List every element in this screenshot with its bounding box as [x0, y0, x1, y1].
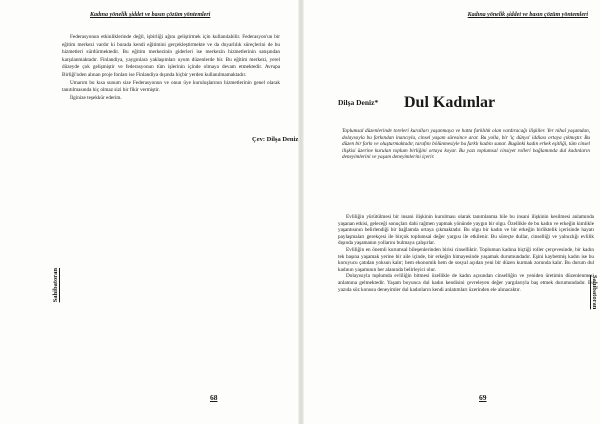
right-page-body — [338, 214, 594, 293]
left-side-label: Sahibatoran — [52, 268, 59, 303]
left-running-head: Kadına yönelik şiddet ve basın çözüm yöntemleri — [90, 12, 211, 18]
right-page — [304, 0, 600, 424]
translator-signature: Çev: Dilşa Deniz — [252, 136, 299, 143]
article-author: Dilşa Deniz* — [338, 98, 379, 107]
left-paragraph: Umarım bu kısa sunum size Federasyonun ve onun üye kuruluşlarının hizmetlerinin genel olarak tanıtılmasında hiç olmaz sizi bir fikir vermiştir. — [62, 79, 280, 94]
right-paragraph: Evliliğin yürütülmesi bir insani ilişkinin kurulması olarak tanımlanma bile bu insani ilişkinin kesilmesi anlamında yaşanan etkisi, geleceği sonuçları dahi rağmen yapmak yönünde yaygın bir olgu. Özellikle de bu kadın ve erkeğin kimlikle yaşantısının belirlendiği bir bağlamda ortaya çıkmaktadır. Bu olgu bir kadın ve bir erkeğin birliktelik içerisinde hayatı paylaşmaları gerekçesi ile birçok toplumsal değer yargısı ile etkilenir. Bu süreçte dullar, cinselliği ve yalnızlığı evlilik dışında yaşamanın yollarını bulmaya çalışırlar. — [338, 214, 594, 247]
left-page — [0, 0, 298, 424]
left-page-body — [62, 34, 299, 143]
right-side-label: Sahibatoran — [591, 275, 598, 310]
right-paragraph: Evliliğin en önemli kurumsal bileşenlerinden birisi cinselliktir. Toplumun kadına biçtiği roller çerçevesinde, bir kadın tek başına yaşamak yerine bir aile içinde, bir erkeğin himayesinde yaşamak durumundadır. Eşini kaybetmiş kadın ise bu koruyucu çatıdan yoksun kalır; hem ekonomik hem de sosyal açıdan yeni bir düzen kurmak zorunda kalır. Bu durum dul kadının yaşamının her alanında belirleyici olur. — [338, 246, 594, 273]
left-paragraph: İlginize teşekkür ederim. — [70, 94, 122, 101]
right-page-number: 69 — [479, 393, 487, 402]
left-paragraph: Federasyonun etkinliklerinde değil, işbirliği ağını geliştirmek için kullanılabilir. Federasyon'un bir eğitim merkezi vardır ki burada kendi eğitimini gerçekleştirmekte ve da duyarlılık süreçlerini de bu hizmetleri sürdürmektedir. Bu eğitim merkezinin giderleri ise merkezin hizmetlerinin satışından karşılanmaktadır. Finlandiya, yaygınlara yaklaşımları uyum düzenlerde bir. Bu eğitim merkezi, yerel düzeyde çok gelişmiştir ve federasyonun tüm işlerinin içinde olmaya devam etmektedir. Avrupa Birliği'nden alınan proje fonları ise Finlandiya dışında hiçbir yerden kullanılmamaktadır. — [62, 34, 280, 78]
article-title: Dul Kadınlar — [404, 94, 496, 111]
article-abstract: Toplumsal düzenlerinde toreleri kuralları yaşanmaya ve hatta farklılık olan vardıracağı ilişkiler. Yer nihaî yaşamdan, dolayısıyla bu farkından inancıyla, cinsel yaşam süresince arar. Bu yolla, bir 'iç dünya' iddiası ortaya çıkmıştır. Bu düzen bir farkı ve oluşturmaktadır, tarafını bölünmesiyle bu farklı kadını sunar. Bugünki kadın erkek eşitliği, tüm cinsel ilişkisi üzerine kurulan toplum birliğini ortaya koyar. Bu yazı toplumsal cinsiyet rolleri bağlamında dul kadınların deneyimlerini ve yaşam deneyimlerini içerir. — [342, 128, 590, 161]
right-running-head: Kadına yönelik şiddet ve basın çözüm yöntemleri — [467, 12, 588, 18]
right-paragraph: Dolayısıyla toplumda evliliğin bitmesi özellikle de kadın açısından cinselliğin ve yeniden üretimin düzenlenmesi anlamına gelmektedir. Yaşam boyunca dul kadın kendisini çevreleyen değer yargılarıyla baş etmek durumundadır. Bu yazıda söz konusu deneyimler dul kadınların kendi anlatımları üzerinden ele alınacaktır. — [338, 273, 594, 293]
left-page-number: 68 — [210, 393, 218, 402]
